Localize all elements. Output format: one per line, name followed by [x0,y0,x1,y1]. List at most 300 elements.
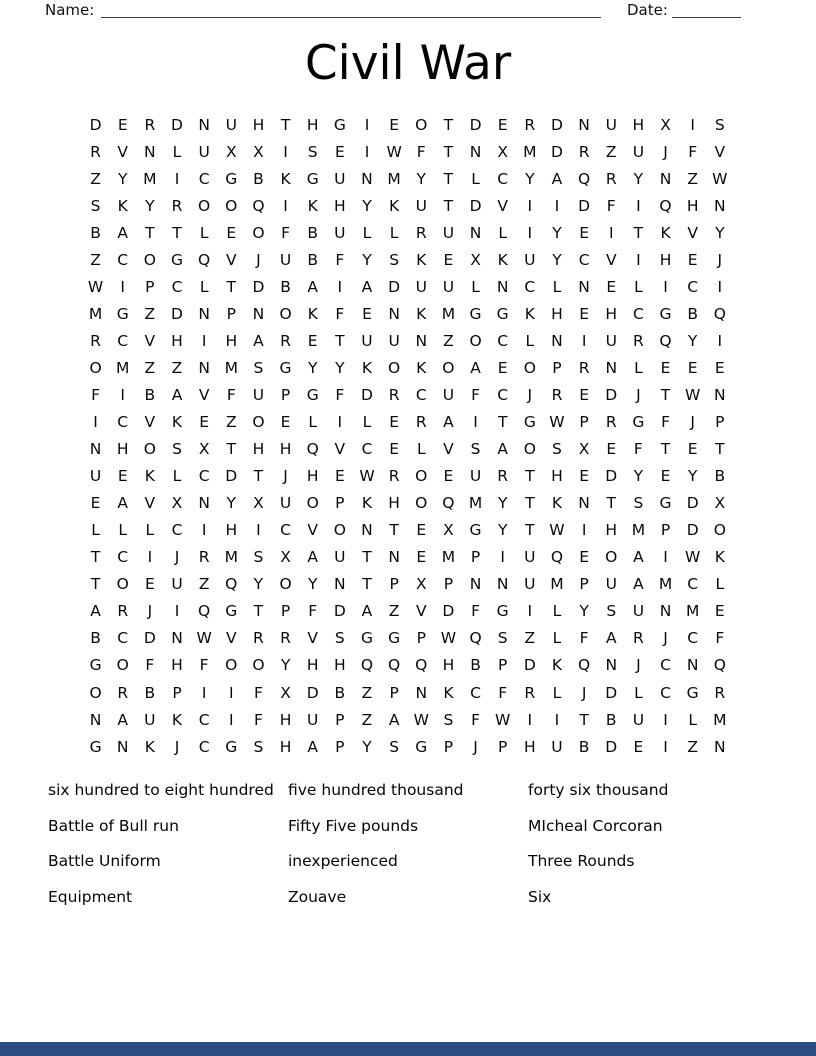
grid-letter: S [606,602,617,621]
grid-letter: S [714,115,725,134]
grid-letter: A [117,710,129,729]
grid-letter: Y [226,494,236,513]
grid-letter: Q [578,169,591,188]
grid-letter: T [145,223,155,242]
grid-letter: I [581,331,587,350]
grid-letter: V [497,196,508,215]
grid-letter: L [634,683,643,702]
grid-letter: U [524,250,536,269]
grid-letter: Y [497,494,508,513]
grid-letter: J [636,656,641,675]
grid-letter: N [198,304,210,323]
grid-letter: S [253,737,264,756]
grid-letter: C [117,250,129,269]
grid-letter: Q [360,656,374,675]
grid-letter: F [498,683,508,702]
grid-letter: J [663,629,668,648]
grid-letter: S [307,142,318,161]
grid-letter: I [147,548,153,567]
grid-letter: R [605,169,617,188]
grid-letter: R [117,602,129,621]
grid-letter: B [144,385,156,404]
grid-letter: V [307,521,318,540]
grid-letter: U [415,196,427,215]
grid-letter: U [198,142,210,161]
grid-letter: Z [361,683,373,702]
grid-letter: N [388,548,400,567]
grid-letter: V [144,413,156,432]
grid-letter: Z [605,142,617,161]
grid-letter: P [226,304,236,323]
grid-letter: H [252,115,265,134]
grid-letter: H [252,440,265,459]
grid-letter: U [334,169,346,188]
grid-letter: Q [713,656,726,675]
grid-letter: N [144,142,156,161]
grid-letter: N [89,710,102,729]
grid-letter: R [605,413,617,432]
grid-letter: W [549,413,565,432]
grid-letter: V [687,223,698,242]
grid-letter: I [554,196,560,215]
grid-letter: U [605,331,617,350]
grid-letter: O [605,548,618,567]
grid-letter: F [253,710,263,729]
grid-letter: J [527,385,533,404]
grid-letter: Y [307,575,318,594]
grid-letter: N [361,169,373,188]
grid-letter: I [256,521,261,540]
grid-letter: Q [225,575,238,594]
grid-letter: H [171,656,183,675]
grid-letter: X [415,575,427,594]
grid-letter: A [388,710,400,729]
name-label: Name: [45,1,95,19]
grid-letter: Q [415,656,428,675]
grid-letter: E [687,358,698,377]
grid-letter: L [172,467,182,486]
grid-letter: J [283,467,288,486]
grid-letter: J [717,250,723,269]
grid-letter: Q [659,196,672,215]
grid-letter: I [690,115,695,134]
grid-letter: L [552,683,562,702]
grid-letter: P [389,575,399,594]
grid-letter: I [228,710,234,729]
grid-letter: R [578,142,590,161]
grid-letter: N [198,115,210,134]
grid-letter: E [579,385,589,404]
grid-letter: K [524,304,535,323]
grid-letter: K [307,196,318,215]
grid-letter: J [636,385,641,404]
grid-letter: M [713,710,727,729]
grid-letter: Y [525,169,535,188]
grid-letter: N [496,277,509,296]
grid-letter: O [143,440,156,459]
grid-letter: I [364,115,370,134]
grid-letter: K [497,250,508,269]
grid-letter: Y [552,223,562,242]
grid-letter: I [581,521,587,540]
grid-letter: K [171,710,183,729]
grid-letter: O [523,440,536,459]
grid-letter: S [497,629,508,648]
grid-letter: B [144,683,156,702]
grid-letter: Y [687,331,698,350]
grid-letter: K [144,737,155,756]
grid-letter: N [415,683,428,702]
grid-letter: A [470,358,481,377]
grid-letter: E [416,521,427,540]
grid-letter: R [144,115,156,134]
grid-letter: U [89,467,102,486]
grid-letter: Z [443,331,454,350]
grid-letter: C [578,250,590,269]
grid-letter: B [90,223,101,242]
grid-letter: O [279,304,292,323]
grid-letter: P [498,656,508,675]
grid-letter: R [632,629,644,648]
grid-letter: N [578,115,590,134]
grid-letter: H [279,710,292,729]
grid-letter: H [306,115,319,134]
grid-letter: P [498,737,508,756]
grid-letter: X [198,440,210,459]
grid-letter: U [469,467,482,486]
grid-letter: D [306,683,319,702]
grid-letter: F [253,683,263,702]
grid-letter: I [527,223,533,242]
grid-letter: S [334,629,345,648]
grid-letter: W [685,385,701,404]
grid-letter: I [527,710,533,729]
grid-letter: N [334,575,346,594]
grid-letter: I [636,250,641,269]
grid-letter: M [88,304,103,323]
grid-letter: M [116,358,130,377]
grid-letter: O [198,196,211,215]
grid-letter: C [687,277,699,296]
grid-letter: K [416,250,427,269]
grid-letter: T [579,710,589,729]
grid-letter: D [225,467,238,486]
grid-letter: V [334,440,346,459]
grid-letter: J [147,602,153,621]
grid-letter: M [685,602,700,621]
grid-letter: E [144,575,155,594]
grid-letter: L [634,358,643,377]
grid-letter: Q [388,656,401,675]
grid-letter: U [225,115,237,134]
grid-letter: K [551,656,563,675]
grid-letter: T [525,494,535,513]
grid-letter: O [116,575,129,594]
grid-letter: U [334,548,346,567]
grid-letter: C [497,169,509,188]
grid-letter: Q [659,331,672,350]
grid-letter: X [253,494,264,513]
grid-letter: A [361,602,373,621]
grid-letter: L [471,277,480,296]
grid-letter: D [171,304,183,323]
grid-letter: E [579,467,589,486]
grid-letter: P [470,548,481,567]
grid-letter: N [198,358,210,377]
grid-letter: E [687,250,698,269]
grid-letter: W [495,710,511,729]
grid-letter: O [306,494,319,513]
grid-letter: P [552,358,562,377]
grid-letter: T [443,196,454,215]
grid-letter: C [171,277,183,296]
grid-letter: E [714,602,725,621]
grid-letter: M [224,548,238,567]
word-list-item: MIcheal Corcoran [528,816,663,835]
grid-letter: G [306,385,319,404]
grid-letter: D [550,142,563,161]
grid-letter: B [714,467,726,486]
grid-letter: R [90,142,101,161]
grid-letter: F [471,602,480,621]
grid-letter: T [335,331,345,350]
grid-letter: R [497,467,509,486]
grid-letter: U [524,548,536,567]
grid-letter: E [389,413,400,432]
grid-letter: K [714,548,725,567]
grid-letter: M [631,521,646,540]
grid-letter: T [443,115,454,134]
grid-letter: H [334,196,346,215]
grid-letter: H [442,656,455,675]
grid-letter: M [441,548,456,567]
grid-letter: C [117,331,129,350]
grid-letter: T [226,277,236,296]
grid-letter: K [361,358,373,377]
grid-letter: G [170,250,183,269]
grid-letter: D [171,115,183,134]
word-list [48,780,768,922]
word-list-item: Battle Uniform [48,852,161,870]
grid-letter: Q [252,196,265,215]
name-fill-line [101,17,601,18]
grid-letter: S [443,710,454,729]
grid-letter: T [525,467,535,486]
grid-letter: N [415,331,428,350]
grid-letter: U [632,142,645,161]
grid-letter: O [442,358,455,377]
grid-letter: H [306,467,319,486]
word-list-column [48,780,288,922]
grid-letter: E [199,413,210,432]
grid-letter: U [605,115,617,134]
grid-letter: J [473,737,478,756]
grid-letter: C [632,304,644,323]
grid-letter: O [713,521,726,540]
grid-letter: Z [687,169,698,188]
grid-letter: O [89,683,102,702]
grid-letter: D [333,602,346,621]
word-list-item: Fifty Five pounds [288,816,419,835]
grid-letter: X [280,683,291,702]
grid-letter: F [633,440,643,459]
grid-letter: N [659,169,672,188]
grid-letter: K [443,683,454,702]
grid-letter: I [554,710,560,729]
grid-letter: F [145,656,155,675]
grid-letter: T [253,467,264,486]
grid-letter: C [687,629,699,648]
grid-letter: Y [633,467,644,486]
grid-letter: R [415,223,427,242]
grid-letter: E [660,358,671,377]
grid-letter: I [608,223,614,242]
grid-letter: P [172,683,182,702]
grid-letter: H [279,440,292,459]
word-list-item: inexperienced [288,852,398,870]
grid-letter: F [91,385,101,404]
grid-letter: F [199,656,209,675]
grid-letter: Z [687,737,698,756]
grid-letter: E [389,440,400,459]
grid-letter: R [388,467,400,486]
grid-letter: L [471,169,480,188]
grid-letter: M [387,169,401,188]
grid-letter: E [334,142,345,161]
grid-letter: C [415,385,427,404]
grid-letter: P [335,710,345,729]
grid-letter: P [579,413,589,432]
grid-letter: C [660,683,671,702]
grid-letter: U [524,575,536,594]
grid-letter: T [633,223,644,242]
grid-letter: O [415,494,428,513]
grid-letter: T [443,169,454,188]
grid-letter: T [362,548,372,567]
grid-letter: A [551,169,563,188]
grid-letter: N [496,575,509,594]
grid-letter: P [416,629,426,648]
grid-letter: F [661,413,670,432]
word-list-item: Equipment [48,887,133,906]
grid-letter: V [443,440,454,459]
word-list-item: Six [528,887,552,906]
grid-letter: N [659,602,672,621]
grid-letter: I [663,737,668,756]
grid-letter: A [443,413,454,432]
grid-letter: O [252,223,265,242]
grid-letter: I [283,196,288,215]
grid-letter: B [90,629,101,648]
grid-letter: Y [579,602,589,621]
grid-letter: P [335,737,345,756]
grid-letter: X [171,494,183,513]
word-list-item: forty six thousand [528,781,669,799]
grid-letter: L [416,440,426,459]
grid-letter: D [469,196,482,215]
grid-letter: B [307,250,319,269]
grid-letter: R [415,413,427,432]
grid-letter: W [440,629,457,648]
grid-letter: D [578,196,591,215]
grid-letter: D [469,115,482,134]
grid-letter: C [361,440,373,459]
grid-letter: E [280,413,291,432]
grid-letter: R [171,196,183,215]
grid-letter: T [389,521,399,540]
grid-letter: H [388,494,400,513]
grid-letter: H [632,115,645,134]
grid-letter: K [280,169,291,188]
grid-letter: D [89,115,102,134]
grid-letter: Y [362,196,372,215]
grid-letter: R [632,331,644,350]
grid-letter: G [469,521,482,540]
grid-letter: V [198,385,210,404]
grid-letter: W [87,277,104,296]
grid-letter: G [225,602,238,621]
grid-letter: U [144,710,156,729]
grid-letter: R [524,683,536,702]
grid-letter: G [496,602,509,621]
grid-letter: N [388,304,400,323]
grid-letter: K [307,304,318,323]
grid-letter: N [116,737,129,756]
grid-letter: E [443,467,454,486]
grid-letter: R [551,385,563,404]
grid-letter: A [633,575,644,594]
grid-letter: B [334,683,346,702]
grid-letter: L [552,277,562,296]
footer-bar [0,1042,816,1056]
grid-letter: R [280,331,291,350]
grid-letter: A [171,385,183,404]
grid-letter: F [471,385,480,404]
grid-letter: S [389,250,400,269]
grid-letter: H [605,521,618,540]
grid-letter: A [361,277,373,296]
grid-letter: T [226,440,236,459]
grid-letter: U [551,737,563,756]
grid-letter: P [715,413,725,432]
grid-letter: G [388,629,401,648]
grid-letter: I [527,196,533,215]
grid-letter: D [686,521,699,540]
grid-letter: F [688,142,698,161]
grid-letter: Y [552,250,562,269]
grid-letter: I [93,413,98,432]
grid-letter: H [334,656,346,675]
grid-letter: U [334,223,346,242]
grid-letter: N [686,656,699,675]
grid-letter: P [443,737,454,756]
grid-letter: O [225,656,238,675]
grid-letter: V [144,331,156,350]
grid-letter: R [90,331,101,350]
grid-letter: A [117,494,129,513]
grid-letter: V [605,250,617,269]
grid-letter: U [279,494,292,513]
grid-letter: W [413,710,429,729]
grid-letter: G [686,683,699,702]
grid-letter: L [362,413,372,432]
grid-letter: Q [550,548,564,567]
grid-letter: G [523,413,536,432]
grid-letter: F [226,385,236,404]
grid-letter: Z [171,358,183,377]
grid-letter: H [686,196,699,215]
grid-letter: L [525,331,535,350]
